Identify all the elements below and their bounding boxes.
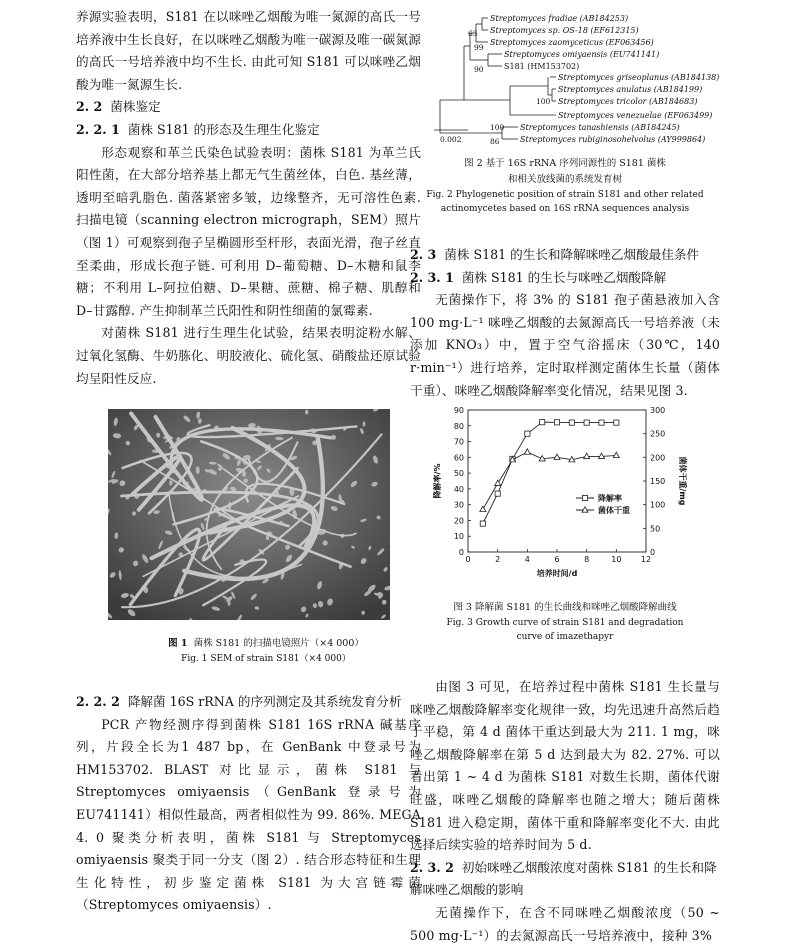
concentration-paragraph: 无菌操作下，在含不同咪唑乙烟酸浓度（50 ~ 500 mg·L⁻¹）的去氮源高氏一号培养液中，接种 3% — [410, 904, 720, 943]
taxon-label: Streptomyces zaomyceticus (EF063456) — [490, 38, 654, 47]
data-point-dry-weight — [524, 449, 530, 454]
taxon-label: Streptomyces venezuelae (EF063499) — [558, 111, 713, 120]
bootstrap-value: 100 — [490, 123, 505, 132]
left-column — [76, 6, 421, 390]
right-column — [410, 244, 720, 402]
data-point-degradation — [495, 491, 500, 496]
data-point-dry-weight — [613, 452, 619, 457]
section-2-3-1-heading: 2. 3. 1 菌株 S181 的生长与咪唑乙烟酸降解 — [410, 269, 667, 285]
sequencing-paragraph: PCR 产物经测序得到菌株 S181 16S rRNA 碱基序列，片段全长为1 487 bp，在 GenBank 中登录号为 HM153702. BLAST 对比显示，菌株 S181 与 Streptomyces omiyaensis（GenBank 登录号为 EU741141）相似性最高，两者相似性为 99. 86%. MEGA 4. 0 聚类分析表明，菌株 S181 与 Streptomyces omiyaensis 聚类于同一分支（图 2）. 结合形态特征和生理生化特性，初步鉴定菌株 S181 为大宫链霉菌（Streptomyces omiyaensis）. — [76, 716, 421, 913]
y-left-tick-label: 90 — [453, 406, 464, 415]
data-point-degradation — [480, 521, 485, 526]
y-left-tick-label: 0 — [458, 548, 464, 557]
section-2-3-2-heading: 2. 3. 2 初始咪唑乙烟酸浓度对菌株 S181 的生长和降解咪唑乙烟酸的影响 — [410, 859, 717, 898]
data-point-degradation — [554, 420, 559, 425]
y-right-tick-label: 50 — [650, 524, 661, 534]
data-point-degradation — [569, 420, 574, 425]
y-left-tick-label: 70 — [453, 437, 464, 447]
y-left-tick-label: 10 — [453, 532, 464, 542]
y-left-axis-label: 降解率/% — [433, 463, 442, 499]
bootstrap-value: 86 — [490, 137, 500, 146]
section-2-2-1-heading: 2. 2. 1 菌株 S181 的形态及生理生化鉴定 — [76, 121, 320, 137]
series-line-1 — [483, 422, 617, 523]
taxon-label: Streptomyces tanashiensis (AB184245) — [520, 123, 680, 132]
y-left-tick-label: 30 — [453, 500, 464, 510]
data-point-dry-weight — [554, 454, 560, 459]
taxon-label: Streptomyces anulatus (AB184199) — [558, 85, 703, 94]
taxon-label: Streptomyces omiyaensis (EU741141) — [504, 50, 660, 59]
bootstrap-value: 90 — [474, 65, 484, 74]
x-tick-label: 12 — [640, 555, 652, 564]
data-point-dry-weight — [495, 480, 501, 485]
x-tick-label: 8 — [584, 555, 590, 564]
legend-label: 菌体干重 — [598, 506, 630, 515]
scale-bar-label: 0.002 — [440, 135, 462, 144]
left-column-lower — [76, 691, 421, 917]
taxon-label: Streptomyces fradiae (AB184253) — [490, 14, 629, 23]
data-point-dry-weight — [480, 506, 486, 511]
y-right-tick-label: 0 — [650, 548, 656, 557]
x-tick-label: 2 — [495, 555, 501, 564]
y-right-tick-label: 200 — [650, 453, 666, 463]
y-right-tick-label: 300 — [650, 406, 666, 415]
taxon-label: Streptomyces sp. OS-18 (EF612315) — [490, 26, 639, 35]
bootstrap-value: 99 — [474, 43, 484, 52]
legend-marker-triangle — [582, 507, 588, 512]
growth-method-paragraph: 无菌操作下，将 3% 的 S181 孢子菌悬液加入含 100 mg·L⁻¹ 咪唑乙烟酸的去氮源高氏一号培养液（未添加 KNO₃）中，置于空气浴摇床（30℃，140 r·min⁻¹）进行培养，定时取样测定菌体生长量（菌体干重）、咪唑乙烟酸降解率变化情况，结果见图 3. — [410, 292, 720, 398]
right-column-lower — [410, 676, 720, 947]
x-tick-label: 10 — [611, 555, 622, 564]
data-point-degradation — [540, 420, 545, 425]
y-left-tick-label: 40 — [453, 484, 464, 494]
y-left-tick-label: 80 — [453, 421, 464, 431]
taxon-label: S181 (HM153702) — [504, 62, 580, 71]
bootstrap-value: 63 — [468, 29, 478, 38]
y-right-tick-label: 100 — [650, 500, 666, 510]
y-right-tick-label: 150 — [650, 477, 666, 486]
section-2-2-2-heading: 2. 2. 2 降解菌 16S rRNA 的序列测定及其系统发育分析 — [76, 694, 402, 709]
y-left-tick-label: 20 — [453, 516, 464, 526]
y-right-axis-label: 菌体干重/mg — [678, 456, 687, 506]
section-2-3-heading: 2. 3 菌株 S181 的生长和降解咪唑乙烟酸最佳条件 — [410, 247, 700, 262]
section-2-2-heading: 2. 2 菌株鉴定 — [76, 99, 161, 115]
data-point-degradation — [584, 420, 589, 425]
phylogenetic-tree — [410, 4, 720, 146]
tree-branches — [434, 18, 556, 139]
x-tick-label: 6 — [554, 555, 560, 564]
data-point-degradation — [525, 431, 530, 436]
taxon-label: Streptomyces rubiginosohelvolus (AY999864) — [520, 135, 706, 144]
figure-3-caption: 图 3 降解菌 S181 的生长曲线和咪唑乙烟酸降解曲线 Fig. 3 Growth curve of strain S181 and degradation curve of imazethapyr — [446, 602, 684, 642]
y-left-tick-label: 60 — [453, 453, 464, 463]
data-point-degradation — [599, 420, 604, 425]
growth-degradation-chart — [410, 402, 720, 582]
x-axis-label: 培养时间/d — [536, 569, 578, 578]
tree-labels — [440, 14, 719, 146]
plot-frame — [468, 410, 646, 552]
taxon-label: Streptomyces griseoplanus (AB184138) — [558, 73, 720, 82]
y-right-tick-label: 250 — [650, 429, 666, 439]
x-tick-label: 4 — [524, 555, 530, 564]
sem-micrograph-image — [108, 409, 390, 620]
data-point-dry-weight — [584, 453, 590, 458]
legend-label: 降解率 — [598, 494, 622, 503]
figure-2-caption: 图 2 基于 16S rRNA 序列同源性的 S181 菌株 和相关放线菌的系统发育树 Fig. 2 Phylogenetic position of strain S181 and other related actinomycetes based on 16S rRNA sequences analysis — [426, 158, 704, 214]
legend-marker-square — [582, 495, 587, 500]
x-tick-label: 0 — [465, 555, 471, 564]
figure-1-caption: 图 1 菌株 S181 的扫描电镜照片（×4 000） Fig. 1 SEM of strain S181（×4 000） — [168, 638, 364, 664]
intro-paragraph: 养源实验表明，S181 在以咪唑乙烟酸为唯一氮源的高氏一号培养液中生长良好，在以咪唑乙烟酸为唯一碳源及唯一碳氮源的高氏一号培养液中均不生长. 由此可知 S181 可以咪唑乙烟酸为唯一氮源生长. — [76, 9, 421, 92]
results-paragraph: 由图 3 可见，在培养过程中菌株 S181 生长量与咪唑乙烟酸降解率变化规律一致，均先迅速升高然后趋于平稳，第 4 d 菌体干重达到最大为 211. 1 mg，咪唑乙烟酸降解率在第 5 d 达到最大为 82. 27%. 可以看出第 1 ~ 4 d 为菌株 S181 对数生长期，菌体代谢旺盛，咪唑乙烟酸的降解率也随之增大；随后菌株 S181 进入稳定期，菌体干重和降解率变化不大. 由此选择后续实验的培养时间为 5 d. — [410, 679, 720, 853]
y-left-tick-label: 50 — [453, 469, 464, 479]
morphology-paragraph: 形态观察和革兰氏染色试验表明：菌株 S181 为革兰氏阳性菌，在大部分培养基上都无气生菌丝体，白色. 基丝薄，透明至暗乳脂色. 菌落紧密多皱，边缘整齐，无可溶性色素. 扫描电镜（scanning electron micrograph，SEM）照片（图 1）可观察到孢子呈椭圆形至杆形，表面光滑，孢子丝直至柔曲，形成长孢子链. 可利用 D–葡萄糖、D–木糖和鼠李糖；不利用 L–阿拉伯糖、D–果糖、蔗糖、棉子糖、肌醇和 D–甘露醇. 产生抑制革兰氏阳性和阴性细菌的氯霉素. — [76, 144, 421, 318]
sem-texture — [108, 409, 390, 620]
data-point-degradation — [614, 420, 619, 425]
bootstrap-value: 100 — [536, 97, 551, 106]
taxon-label: Streptomyces tricolor (AB184683) — [558, 97, 698, 106]
physiology-paragraph: 对菌株 S181 进行生理生化试验，结果表明淀粉水解、过氧化氢酶、牛奶胨化、明胶液化、硫化氢、硝酸盐还原试验均呈阳性反应. — [76, 325, 421, 386]
